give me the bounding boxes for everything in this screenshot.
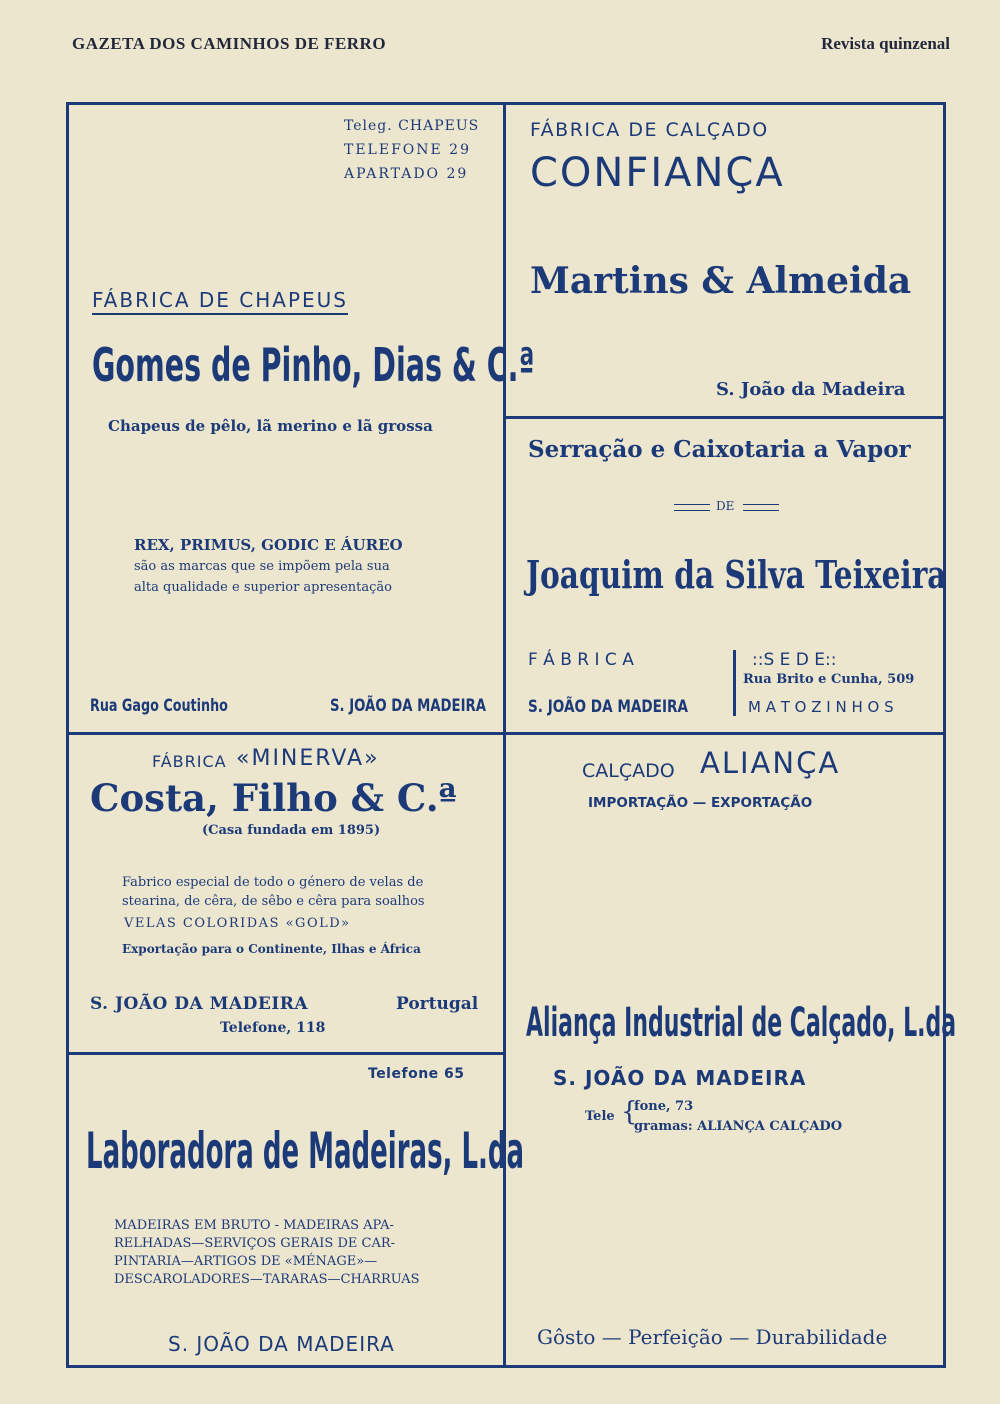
alianca-phone: fone, 73 xyxy=(634,1099,694,1114)
alianca-city: S. JOÃO DA MADEIRA xyxy=(553,1066,807,1090)
telefone-line: TELEFONE 29 xyxy=(344,142,471,158)
page-header xyxy=(72,34,950,58)
serracao-de-rule-right xyxy=(743,504,779,511)
laboradora-city: S. JOÃO DA MADEIRA xyxy=(168,1332,395,1356)
serracao-sede-street: Rua Brito e Cunha, 509 xyxy=(743,672,915,687)
minerva-country: Portugal xyxy=(396,994,479,1014)
minerva-founded: (Casa fundada em 1895) xyxy=(202,823,381,838)
minerva-desc-line2: stearina, de cêra, de sêbo e cêra para soalhos xyxy=(122,894,425,909)
minerva-export: Exportação para o Continente, Ilhas e África xyxy=(122,942,421,956)
alianca-heading-name: ALIANÇA xyxy=(700,746,841,780)
chapeus-brands: REX, PRIMUS, GODIC E ÁUREO xyxy=(134,536,403,554)
apartado-line: APARTADO 29 xyxy=(344,166,469,182)
chapeus-products: Chapeus de pêlo, lã merino e lã grossa xyxy=(108,417,433,435)
serracao-sede-divider xyxy=(733,650,736,716)
minerva-city: S. JOÃO DA MADEIRA xyxy=(90,994,309,1014)
chapeus-street: Rua Gago Coutinho xyxy=(90,696,228,716)
laboradora-company: Laboradora de Madeiras, L.da xyxy=(86,1122,525,1180)
serracao-sede-label: ::S E D E:: xyxy=(752,650,837,670)
alianca-trade: IMPORTAÇÃO — EXPORTAÇÃO xyxy=(588,795,813,811)
confianca-city: S. João da Madeira xyxy=(716,379,906,400)
confianca-company: Martins & Almeida xyxy=(530,260,912,302)
laboradora-phone: Telefone 65 xyxy=(368,1066,465,1082)
confianca-heading: FÁBRICA DE CALÇADO xyxy=(530,119,769,141)
minerva-heading-prefix: FÁBRICA xyxy=(152,752,227,771)
divider-row-2 xyxy=(66,732,946,735)
laboradora-line2: RELHADAS—SERVIÇOS GERAIS DE CAR- xyxy=(114,1236,396,1251)
divider-right-1 xyxy=(505,416,946,419)
serracao-de: DE xyxy=(716,499,735,513)
chapeus-company: Gomes de Pinho, Dias & C.ª xyxy=(92,338,535,392)
serracao-fabrica-label: F Á B R I C A xyxy=(528,650,634,670)
laboradora-line3: PINTARIA—ARTIGOS DE «MÉNAGE»— xyxy=(114,1254,378,1269)
laboradora-line4: DESCAROLADORES—TARARAS—CHARRUAS xyxy=(114,1272,420,1287)
laboradora-line1: MADEIRAS EM BRUTO - MADEIRAS APA- xyxy=(114,1218,394,1233)
alianca-tele-label: Tele xyxy=(585,1109,615,1124)
minerva-desc-line1: Fabrico especial de todo o género de velas de xyxy=(122,875,424,890)
serracao-company: Joaquim da Silva Teixeira xyxy=(526,552,947,597)
publication-subtitle: Revista quinzenal xyxy=(821,34,950,53)
chapeus-heading: FÁBRICA DE CHAPEUS xyxy=(92,288,348,315)
chapeus-city: S. JOÃO DA MADEIRA xyxy=(330,696,487,716)
serracao-sede-city: M A T O Z I N H O S xyxy=(748,698,894,716)
teleg-line: Teleg. CHAPEUS xyxy=(344,118,480,134)
alianca-company: Aliança Industrial de Calçado, L.da xyxy=(526,1000,957,1046)
serracao-heading: Serração e Caixotaria a Vapor xyxy=(528,436,911,463)
alianca-motto: Gôsto — Perfeição — Durabilidade xyxy=(537,1325,888,1349)
serracao-de-rule-left xyxy=(674,504,710,511)
chapeus-brands-line2: são as marcas que se impõem pela sua xyxy=(134,559,390,574)
publication-title: GAZETA DOS CAMINHOS DE FERRO xyxy=(72,34,387,53)
confianca-brand: CONFIANÇA xyxy=(530,150,785,196)
minerva-heading-name: «MINERVA» xyxy=(236,746,380,771)
minerva-colored: VELAS COLORIDAS «GOLD» xyxy=(124,916,351,931)
minerva-company: Costa, Filho & C.ª xyxy=(90,776,457,820)
serracao-fabrica-city: S. JOÃO DA MADEIRA xyxy=(528,697,689,717)
chapeus-brands-line3: alta qualidade e superior apresentação xyxy=(134,580,392,595)
minerva-phone: Telefone, 118 xyxy=(220,1020,326,1036)
alianca-tele-brace: { xyxy=(621,1097,638,1127)
alianca-heading-prefix: CALÇADO xyxy=(582,760,675,782)
divider-left-3 xyxy=(66,1052,505,1055)
alianca-grams: gramas: ALIANÇA CALÇADO xyxy=(634,1119,843,1134)
